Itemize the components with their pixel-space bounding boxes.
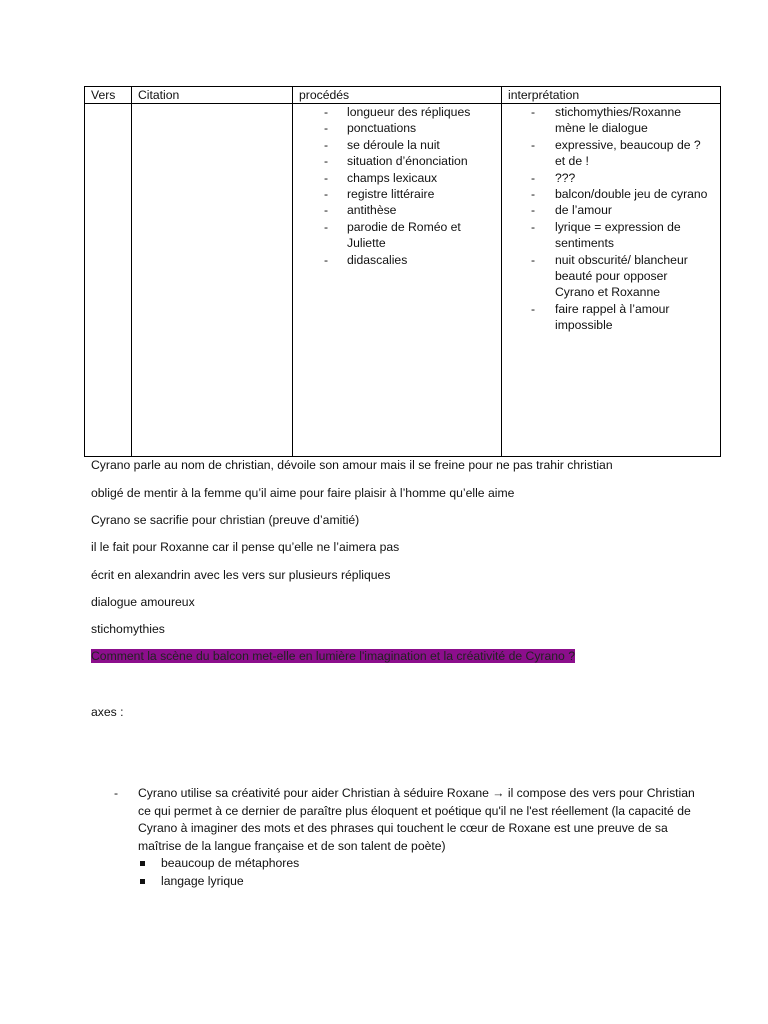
square-bullet-icon [140,861,145,866]
header-citation: Citation [132,87,293,104]
paragraph: écrit en alexandrin avec les vers sur plusieurs répliques [91,568,391,582]
list-item: - stichomythies/Roxanne mène le dialogue [555,104,710,137]
axes-label: axes : [91,705,124,719]
list-item: - parodie de Roméo et Juliette [347,219,495,252]
interpretation-list [502,104,720,334]
table-header-row [85,87,721,104]
list-item: - se déroule la nuit [347,137,495,153]
header-vers: Vers [85,87,132,104]
cell-procedes [293,104,502,457]
list-item: - didascalies [347,252,495,268]
analysis-table [84,86,721,457]
header-procedes: procédés [293,87,502,104]
list-item: - ponctuations [347,120,495,136]
list-item [114,785,698,891]
square-bullet-icon [140,879,145,884]
sublist-item-text: langage lyrique [161,873,244,888]
axis-item-text: Cyrano utilise sa créativité pour aider Christian à séduire Roxane → il compose des vers pour Christian ce qui permet à ce dernier de paraître plus éloquent et poétique qu'il ne l'est réellement (la capacité de Cyrano à imaginer des mots et des phrases qui touchent le cœur de Roxane est une preuve de sa maîtrise de la langue française et de son talent de poète) [138,786,695,853]
list-item: - lyrique = expression de sentiments [555,219,710,252]
paragraph: Cyrano parle au nom de christian, dévoile son amour mais il se freine pour ne pas trahir christian [91,458,613,472]
paragraph: dialogue amoureux [91,595,195,609]
cell-interpretation [502,104,721,457]
paragraph: Cyrano se sacrifie pour christian (preuve d’amitié) [91,513,360,527]
cell-vers [85,104,132,457]
list-item: - registre littéraire [347,186,495,202]
list-item: - situation d’énonciation [347,153,495,169]
list-item: - balcon/double jeu de cyrano [555,186,710,202]
paragraph: il le fait pour Roxanne car il pense qu’elle ne l’aimera pas [91,540,400,554]
paragraph: obligé de mentir à la femme qu’il aime pour faire plaisir à l’homme qu’elle aime [91,486,515,500]
list-item: - faire rappel à l’amour impossible [555,301,710,334]
list-item: - champs lexicaux [347,170,495,186]
table-row [85,104,721,457]
question-text: Comment la scène du balcon met-elle en lumière l'imagination et la créativité de Cyrano ? [91,649,575,663]
sublist-item-text: beaucoup de métaphores [161,856,300,871]
header-interpretation: interprétation [502,87,721,104]
dash-bullet-icon: - [114,786,119,800]
list-item [161,855,698,873]
cell-citation [132,104,293,457]
list-item: - ??? [555,170,710,186]
highlighted-question [91,648,575,664]
list-item: - antithèse [347,202,495,218]
axes-list [114,785,698,891]
procedes-list [293,104,501,268]
list-item: - longueur des répliques [347,104,495,120]
axes-sublist [138,855,698,890]
list-item: - de l’amour [555,202,710,218]
paragraph: stichomythies [91,622,165,636]
list-item: - expressive, beaucoup de ? et de ! [555,137,710,170]
list-item [161,873,698,891]
list-item: - nuit obscurité/ blancheur beauté pour opposer Cyrano et Roxanne [555,252,710,301]
